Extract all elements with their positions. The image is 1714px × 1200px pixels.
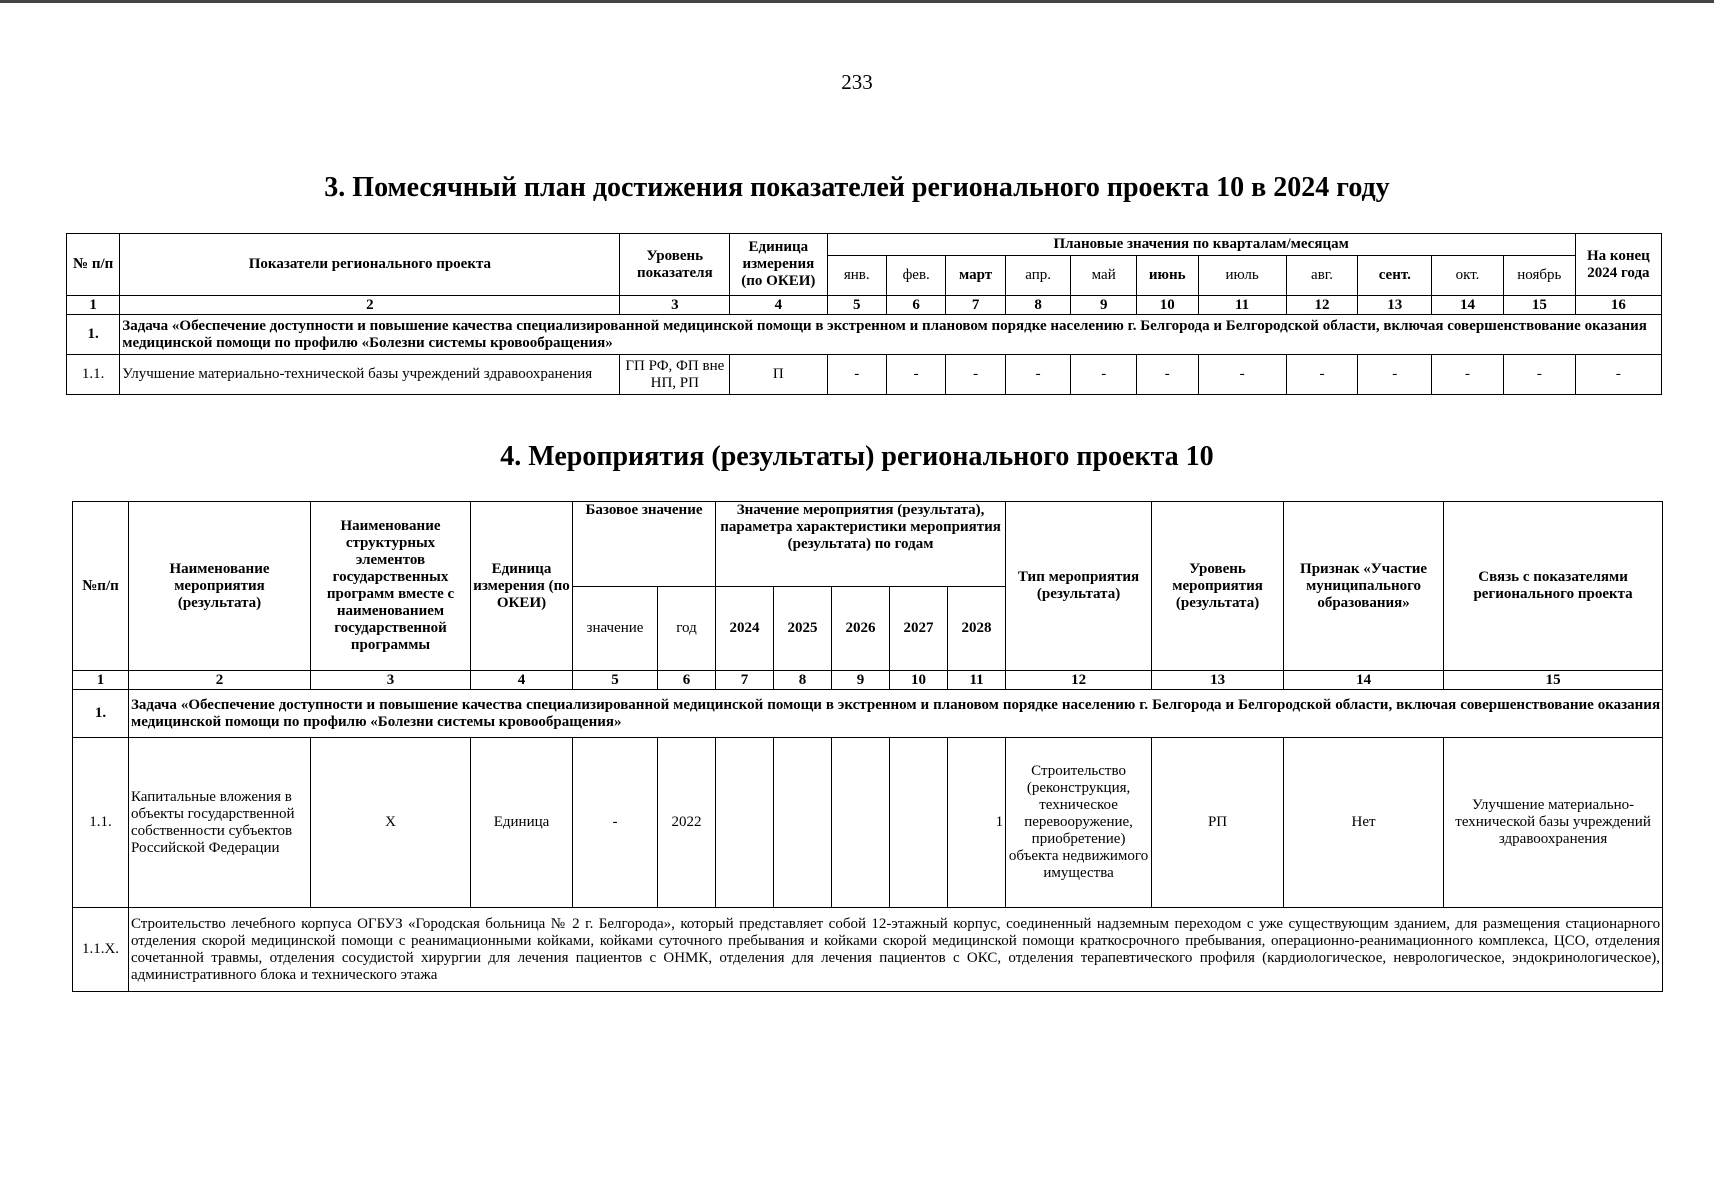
row-indicator: Улучшение материально-технической базы учреждений здравоохранения (120, 355, 620, 395)
col-municipal-header: Признак «Участие муниципального образования» (1284, 502, 1444, 671)
row-level: РП (1152, 738, 1284, 908)
row-name: Капитальные вложения в объекты государственной собственности субъектов Российской Федерации (129, 738, 311, 908)
column-number: 3 (311, 671, 471, 690)
month-header: июнь (1137, 256, 1198, 296)
column-number: 7 (946, 296, 1005, 315)
col-level-header: Уровень мероприятия (результата) (1152, 502, 1284, 671)
col-level-header: Уровень показателя (620, 234, 730, 296)
row-value: - (1005, 355, 1071, 395)
month-header: авг. (1286, 256, 1358, 296)
column-number: 2 (120, 296, 620, 315)
column-number: 11 (1198, 296, 1286, 315)
header-row (73, 502, 1663, 587)
task-text: Задача «Обеспечение доступности и повышение качества специализированной медицинской помощи в экстренном и плановом порядке населению г. Белгорода и Белгородской области, включая совершенствование оказания медицинской помощи по профилю «Болезни системы кровообращения» (120, 315, 1662, 355)
column-number: 1 (67, 296, 120, 315)
month-header: окт. (1432, 256, 1504, 296)
month-header: ноябрь (1503, 256, 1575, 296)
scan-top-edge (0, 0, 1714, 3)
task-text: Задача «Обеспечение доступности и повышение качества специализированной медицинской помощи в экстренном и плановом порядке населению г. Белгорода и Белгородской области, включая совершенствование оказания медицинской помощи по профилю «Болезни системы кровообращения» (129, 690, 1663, 738)
row-value: - (1137, 355, 1198, 395)
column-number: 7 (716, 671, 774, 690)
column-number: 12 (1006, 671, 1152, 690)
column-number: 13 (1358, 296, 1432, 315)
col-unit-header: Единица измерения (по ОКЕИ) (471, 502, 573, 671)
column-number: 14 (1432, 296, 1504, 315)
column-number: 16 (1575, 296, 1661, 315)
year-header: 2026 (832, 587, 890, 671)
column-number: 15 (1444, 671, 1663, 690)
col-indicator-header: Показатели регионального проекта (120, 234, 620, 296)
column-number: 14 (1284, 671, 1444, 690)
task-num: 1. (67, 315, 120, 355)
page-number: 233 (841, 70, 873, 94)
row-unit: П (730, 355, 827, 395)
col-name-header: Наименование мероприятия (результата) (129, 502, 311, 671)
row-value: - (1432, 355, 1504, 395)
detail-num: 1.1.Х. (73, 908, 129, 992)
header-row (67, 234, 1662, 256)
table-row (73, 738, 1663, 908)
month-header: янв. (827, 256, 886, 296)
column-number: 8 (774, 671, 832, 690)
row-value-2025 (774, 738, 832, 908)
row-municipal: Нет (1284, 738, 1444, 908)
month-header: июль (1198, 256, 1286, 296)
col-type-header: Тип мероприятия (результата) (1006, 502, 1152, 671)
section3-title: 3. Помесячный план достижения показателей регионального проекта 10 в 2024 году (324, 172, 1390, 203)
row-type: Строительство (реконструкция, техническое перевооружение, приобретение) объекта недвижимого имущества (1006, 738, 1152, 908)
year-header: 2028 (948, 587, 1006, 671)
task-num: 1. (73, 690, 129, 738)
column-number: 10 (890, 671, 948, 690)
row-value: - (1358, 355, 1432, 395)
year-header: 2024 (716, 587, 774, 671)
month-header: май (1071, 256, 1137, 296)
base-year-header: год (658, 587, 716, 671)
row-value-2026 (832, 738, 890, 908)
row-level: ГП РФ, ФП вне НП, РП (620, 355, 730, 395)
detail-text: Строительство лечебного корпуса ОГБУЗ «Городская больница № 2 г. Белгорода», который представляет собой 12-этажный корпус, соединенный надземным переходом с уже существующим зданием, для размещения стационарного отделения скорой медицинской помощи с реанимационными койками, койками суточного пребывания и койками скорой медицинской помощи краткосрочного пребывания, операционно-реанимационного комплекса, ЦСО, отделения сочетанной травмы, отделения сосудистой хирургии для лечения пациентов с ОНМК, отделения для лечения пациентов с ОКС, отделения терапевтического профиля (кардиологическое, неврологическое, эндокринологическое), административного блока и технического этажа (129, 908, 1663, 992)
column-number: 3 (620, 296, 730, 315)
column-number-row (67, 296, 1662, 315)
row-unit: Единица (471, 738, 573, 908)
column-number: 4 (730, 296, 827, 315)
column-number: 9 (832, 671, 890, 690)
month-header: март (946, 256, 1005, 296)
column-number: 8 (1005, 296, 1071, 315)
col-end-header: На конец 2024 года (1575, 234, 1661, 296)
row-value-2028: 1 (948, 738, 1006, 908)
detail-row (73, 908, 1663, 992)
col-base-header: Базовое значение (573, 502, 716, 587)
row-value: - (946, 355, 1005, 395)
column-number: 6 (658, 671, 716, 690)
row-link: Улучшение материально-технической базы учреждений здравоохранения (1444, 738, 1663, 908)
column-number: 6 (886, 296, 945, 315)
row-value-2027 (890, 738, 948, 908)
task-row (73, 690, 1663, 738)
col-num-header: № п/п (67, 234, 120, 296)
base-value-header: значение (573, 587, 658, 671)
column-number-row (73, 671, 1663, 690)
row-value: - (1198, 355, 1286, 395)
col-values-header: Значение мероприятия (результата), параметра характеристики мероприятия (результата) по годам (716, 502, 1006, 587)
month-header: апр. (1005, 256, 1071, 296)
row-base-value: - (573, 738, 658, 908)
row-value: - (1286, 355, 1358, 395)
activities-table (72, 501, 1663, 992)
column-number: 4 (471, 671, 573, 690)
year-header: 2027 (890, 587, 948, 671)
col-num-header: №п/п (73, 502, 129, 671)
column-number: 5 (573, 671, 658, 690)
row-num: 1.1. (67, 355, 120, 395)
column-number: 13 (1152, 671, 1284, 690)
month-header: сент. (1358, 256, 1432, 296)
row-value: - (886, 355, 945, 395)
row-value: - (1575, 355, 1661, 395)
column-number: 12 (1286, 296, 1358, 315)
row-structural: Х (311, 738, 471, 908)
column-number: 15 (1503, 296, 1575, 315)
table-row (67, 355, 1662, 395)
col-structural-header: Наименование структурных элементов государственных программ вместе с наименованием государственной программы (311, 502, 471, 671)
month-header: фев. (886, 256, 945, 296)
section4-title: 4. Мероприятия (результаты) регионального проекта 10 (500, 441, 1214, 472)
year-header: 2025 (774, 587, 832, 671)
col-planned-header: Плановые значения по кварталам/месяцам (827, 234, 1575, 256)
row-value: - (1071, 355, 1137, 395)
column-number: 10 (1137, 296, 1198, 315)
monthly-plan-table (66, 233, 1662, 395)
task-row (67, 315, 1662, 355)
row-value: - (827, 355, 886, 395)
row-base-year: 2022 (658, 738, 716, 908)
row-num: 1.1. (73, 738, 129, 908)
column-number: 5 (827, 296, 886, 315)
row-value-2024 (716, 738, 774, 908)
column-number: 9 (1071, 296, 1137, 315)
col-unit-header: Единица измерения (по ОКЕИ) (730, 234, 827, 296)
row-value: - (1503, 355, 1575, 395)
column-number: 11 (948, 671, 1006, 690)
col-link-header: Связь с показателями регионального проекта (1444, 502, 1663, 671)
column-number: 1 (73, 671, 129, 690)
column-number: 2 (129, 671, 311, 690)
